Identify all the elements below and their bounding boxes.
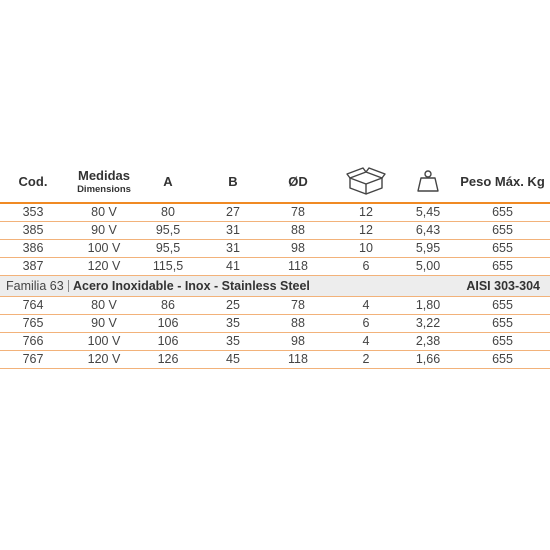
cell-od: 98 (291, 334, 305, 348)
cell-a: 95,5 (155, 241, 181, 255)
cell-od: 98 (291, 241, 305, 255)
cell-od: 88 (291, 316, 305, 330)
cell-box: 2 (362, 352, 370, 366)
table-row (0, 258, 550, 276)
cell-box: 4 (362, 298, 370, 312)
cell-cod: 764 (22, 298, 44, 312)
cell-b: 45 (226, 352, 240, 366)
header-dimensions: Dimensions (77, 183, 131, 195)
header-b: B (228, 173, 238, 189)
cell-cod: 766 (22, 334, 44, 348)
family-header (0, 276, 550, 297)
cell-a: 95,5 (155, 223, 181, 237)
cell-box: 6 (362, 259, 370, 273)
cell-peso: 655 (492, 241, 513, 255)
table-row (0, 315, 550, 333)
weight-icon (400, 160, 456, 202)
cell-box: 6 (362, 316, 370, 330)
cell-weight: 1,66 (415, 352, 441, 366)
cell-medidas: 90 V (91, 316, 117, 330)
header-peso: Peso Máx. Kg (460, 173, 545, 189)
cell-od: 78 (291, 205, 305, 219)
header-od: ØD (288, 173, 308, 189)
cell-box: 12 (359, 205, 373, 219)
cell-peso: 655 (492, 316, 513, 330)
table-row (0, 333, 550, 351)
header-cod: Cod. (18, 173, 48, 189)
cell-medidas: 120 V (87, 352, 121, 366)
cell-od: 118 (288, 259, 308, 273)
cell-a: 106 (157, 334, 179, 348)
table-row (0, 240, 550, 258)
cell-medidas: 80 V (91, 298, 117, 312)
cell-cod: 767 (22, 352, 44, 366)
cell-a: 86 (161, 298, 175, 312)
cell-medidas: 90 V (91, 223, 117, 237)
family-title: Acero Inoxidable - Inox - Stainless Steel (73, 279, 310, 293)
cell-b: 31 (226, 241, 240, 255)
cell-od: 118 (288, 352, 308, 366)
cell-weight: 2,38 (415, 334, 441, 348)
cell-weight: 5,45 (415, 205, 441, 219)
cell-weight: 5,95 (415, 241, 441, 255)
cell-weight: 3,22 (415, 316, 441, 330)
cell-a: 80 (161, 205, 175, 219)
cell-peso: 655 (492, 334, 513, 348)
cell-a: 106 (157, 316, 179, 330)
family-number: Familia 63 (6, 279, 64, 293)
cell-cod: 385 (22, 223, 44, 237)
cell-od: 88 (291, 223, 305, 237)
cell-b: 25 (226, 298, 240, 312)
cell-cod: 387 (22, 259, 44, 273)
cell-peso: 655 (492, 259, 513, 273)
cell-b: 27 (226, 205, 240, 219)
cell-box: 12 (359, 223, 373, 237)
cell-cod: 765 (22, 316, 44, 330)
cell-medidas: 80 V (91, 205, 117, 219)
table-row (0, 297, 550, 315)
cell-weight: 6,43 (415, 223, 441, 237)
cell-peso: 655 (492, 205, 513, 219)
cell-medidas: 100 V (87, 334, 121, 348)
cell-od: 78 (291, 298, 305, 312)
cell-weight: 5,00 (415, 259, 441, 273)
header-medidas: Medidas Dimensions (77, 167, 131, 195)
cell-box: 10 (359, 241, 373, 255)
family-separator (68, 280, 69, 292)
cell-peso: 655 (492, 223, 513, 237)
cell-a: 115,5 (152, 259, 184, 273)
table-header (0, 160, 550, 204)
cell-box: 4 (362, 334, 370, 348)
table-row (0, 351, 550, 369)
cell-medidas: 100 V (87, 241, 121, 255)
header-a: A (163, 173, 173, 189)
cell-b: 41 (226, 259, 240, 273)
cell-b: 31 (226, 223, 240, 237)
cell-b: 35 (226, 334, 240, 348)
cell-b: 35 (226, 316, 240, 330)
cell-cod: 353 (22, 205, 44, 219)
box-icon (338, 160, 394, 202)
table-row (0, 204, 550, 222)
family-aisi: AISI 303-304 (466, 279, 540, 293)
cell-peso: 655 (492, 298, 513, 312)
table-row (0, 222, 550, 240)
cell-weight: 1,80 (415, 298, 441, 312)
cell-cod: 386 (22, 241, 44, 255)
cell-a: 126 (157, 352, 179, 366)
cell-medidas: 120 V (87, 259, 121, 273)
cell-peso: 655 (492, 352, 513, 366)
product-table (0, 160, 550, 369)
